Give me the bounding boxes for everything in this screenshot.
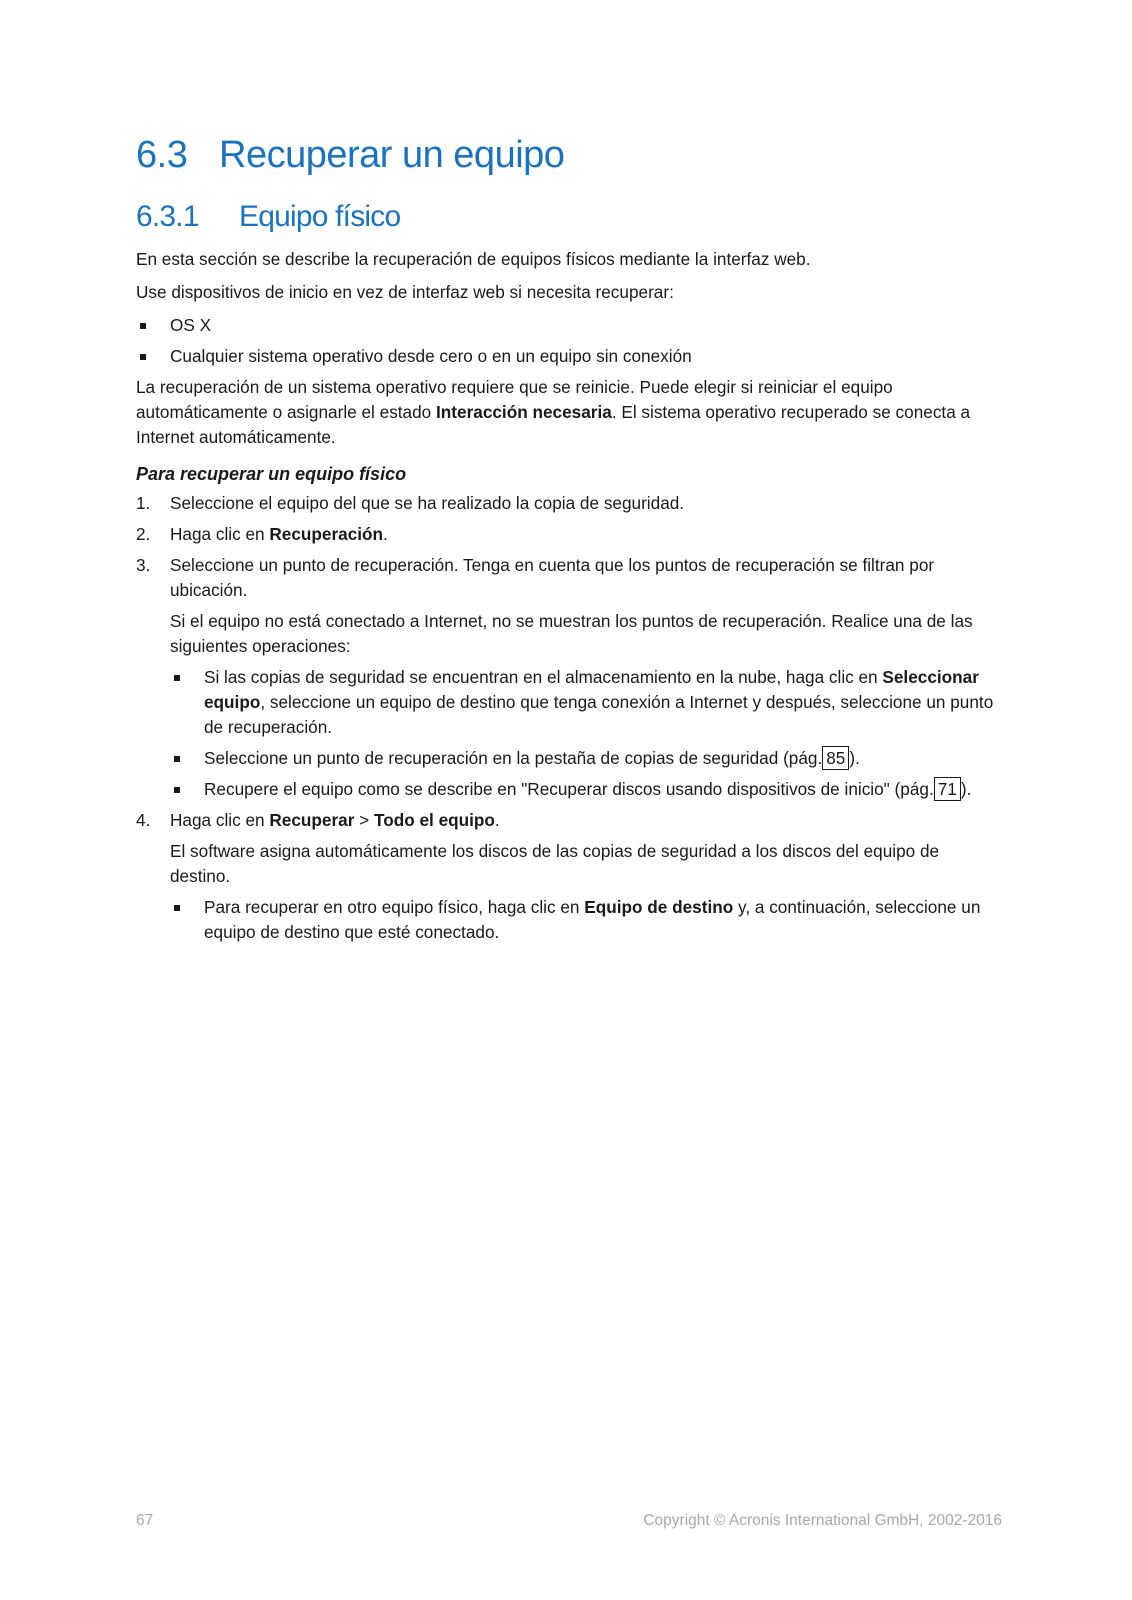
os-bullet-list bbox=[136, 313, 1002, 369]
step-number: 4. bbox=[136, 810, 151, 830]
step-2: 2. Haga clic en Recuperación. bbox=[136, 522, 1002, 547]
page-reference-link[interactable]: 71 bbox=[934, 777, 961, 801]
use-devices-paragraph: Use dispositivos de inicio en vez de interfaz web si necesita recuperar: bbox=[136, 282, 674, 302]
step-3: 3. Seleccione un punto de recuperación. Tenga en cuenta que los puntos de recuperación se filtran por ubicación. Si el equipo no está conectado a Internet, no se muestran los puntos de recuperación. Realice una de las siguientes operaciones: Si las copias de seguridad se encuentran en el almacenamiento en la nube, haga clic en Seleccionar equipo, seleccione un equipo de destino que tenga conexión a Internet y después, seleccione un punto de recuperación. Seleccione un punto de recuperación en la pestaña de copias de seguridad (pág. 85 ). Recupere el equipo como se describe en "Recuperar discos usando dispositivos de inicio" (pág. 71 ). bbox=[136, 553, 1002, 802]
page-reference-link[interactable]: 85 bbox=[822, 746, 849, 770]
bullet-item: OS X bbox=[136, 313, 1002, 338]
steps-list bbox=[136, 491, 1002, 945]
copyright-notice: Copyright © Acronis International GmbH, 2002-2016 bbox=[643, 1512, 1002, 1529]
page-number: 67 bbox=[136, 1512, 154, 1529]
step-number: 2. bbox=[136, 524, 151, 544]
bullet-item: Cualquier sistema operativo desde cero o en un equipo sin conexión bbox=[136, 344, 1002, 369]
step-3-options bbox=[170, 665, 1002, 802]
subsection-title: Equipo físico bbox=[239, 200, 401, 233]
step-number: 1. bbox=[136, 493, 151, 513]
option-item: Para recuperar en otro equipo físico, haga clic en Equipo de destino y, a continuación, seleccione un equipo de destino que esté conectado. bbox=[170, 895, 1002, 945]
option-item: Seleccione un punto de recuperación en la pestaña de copias de seguridad (pág. 85 ). bbox=[170, 746, 1002, 771]
step-1: 1. Seleccione el equipo del que se ha realizado la copia de seguridad. bbox=[136, 491, 1002, 516]
option-item: Si las copias de seguridad se encuentran en el almacenamiento en la nube, haga clic en Seleccionar equipo, seleccione un equipo de destino que tenga conexión a Internet y después, seleccione un punto de recuperación. bbox=[170, 665, 1002, 740]
step-4: 4. Haga clic en Recuperar > Todo el equipo. El software asigna automáticamente los discos de las copias de seguridad a los discos del equipo de destino. Para recuperar en otro equipo físico, haga clic en Equipo de destino y, a continuación, seleccione un equipo de destino que esté conectado. bbox=[136, 808, 1002, 945]
body-content bbox=[136, 247, 1002, 951]
subsection-heading bbox=[136, 200, 400, 234]
subsection-number: 6.3.1 bbox=[136, 200, 199, 233]
section-heading bbox=[136, 134, 564, 177]
step-note: El software asigna automáticamente los discos de las copias de seguridad a los discos del equipo de destino. bbox=[170, 841, 940, 886]
option-item: Recupere el equipo como se describe en "Recuperar discos usando dispositivos de inicio" (pág. 71 ). bbox=[170, 777, 1002, 802]
restart-paragraph: La recuperación de un sistema operativo requiere que se reinicie. Puede elegir si reiniciar el equipo automáticamente o asignarle el estado Interacción necesaria. El sistema operativo recuperado se conecta a Internet automáticamente. bbox=[136, 377, 971, 447]
step-number: 3. bbox=[136, 555, 151, 575]
section-title: Recuperar un equipo bbox=[219, 134, 565, 176]
intro-paragraph: En esta sección se describe la recuperación de equipos físicos mediante la interfaz web. bbox=[136, 249, 811, 269]
procedure-title: Para recuperar un equipo físico bbox=[136, 464, 407, 484]
section-number: 6.3 bbox=[136, 134, 188, 176]
step-note: Si el equipo no está conectado a Internet, no se muestran los puntos de recuperación. Realice una de las siguientes operaciones: bbox=[170, 611, 973, 656]
step-4-options bbox=[170, 895, 1002, 945]
